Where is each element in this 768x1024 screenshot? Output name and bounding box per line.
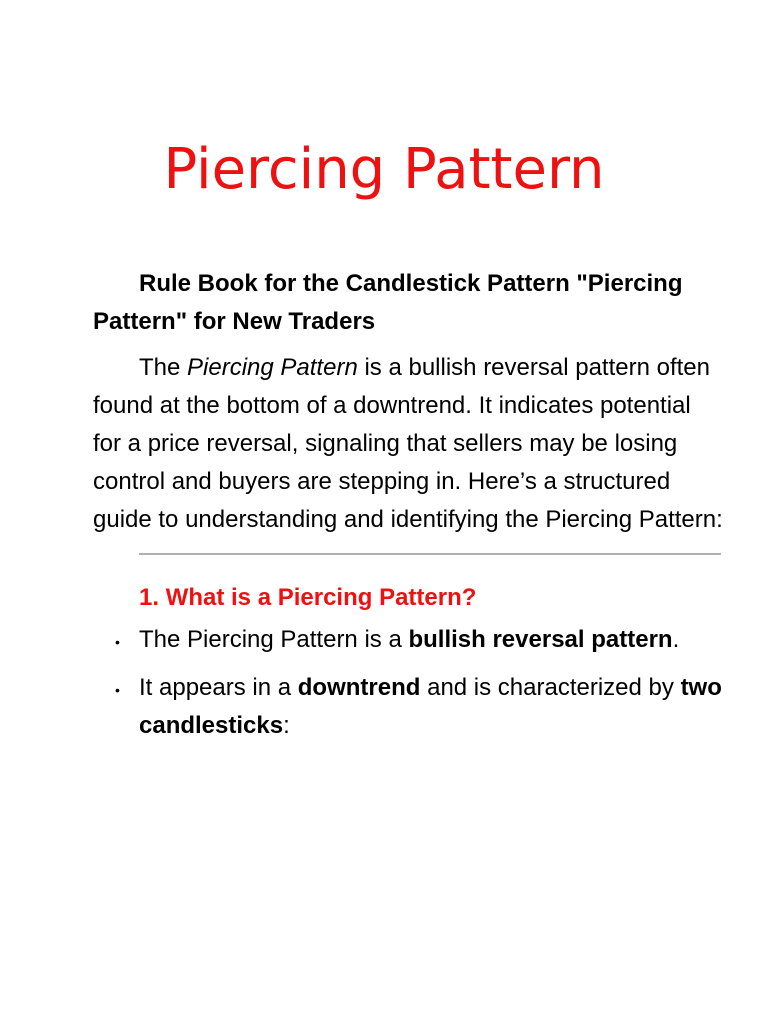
bullet-bold-text: two candlesticks — [139, 674, 722, 739]
bullet-list — [93, 621, 723, 745]
intro-paragraph — [93, 349, 723, 539]
page-title: Piercing Pattern — [163, 137, 605, 202]
bullet-bold-text: downtrend — [297, 674, 421, 701]
bullet-text: : — [283, 712, 290, 739]
intro-rest: is a bullish reversal pattern often found at the bottom of a downtrend. It indicates potential for a price reversal, signaling that sellers may be losing control and buyers are stepping in. Here’s a structured guide to understanding and identifying the Piercing Pattern: — [93, 354, 723, 533]
section-heading: 1. What is a Piercing Pattern? — [139, 584, 477, 611]
document-body — [93, 265, 723, 755]
list-item — [93, 621, 723, 659]
intro-lead: The — [139, 354, 188, 381]
bullet-icon: • — [115, 682, 120, 698]
bullet-text: The Piercing Pattern is a — [139, 626, 409, 653]
document-subtitle: Rule Book for the Candlestick Pattern "Piercing Pattern" for New Traders — [93, 270, 683, 335]
bullet-text: . — [672, 626, 680, 653]
bullet-icon: • — [115, 634, 120, 650]
section-divider — [139, 553, 721, 555]
bullet-text: It appears in a — [139, 674, 298, 701]
bullet-bold-text: bullish reversal pattern — [408, 626, 673, 653]
intro-term: Piercing Pattern — [187, 354, 358, 381]
list-item — [93, 669, 723, 745]
bullet-text: and is characterized by — [420, 674, 681, 701]
